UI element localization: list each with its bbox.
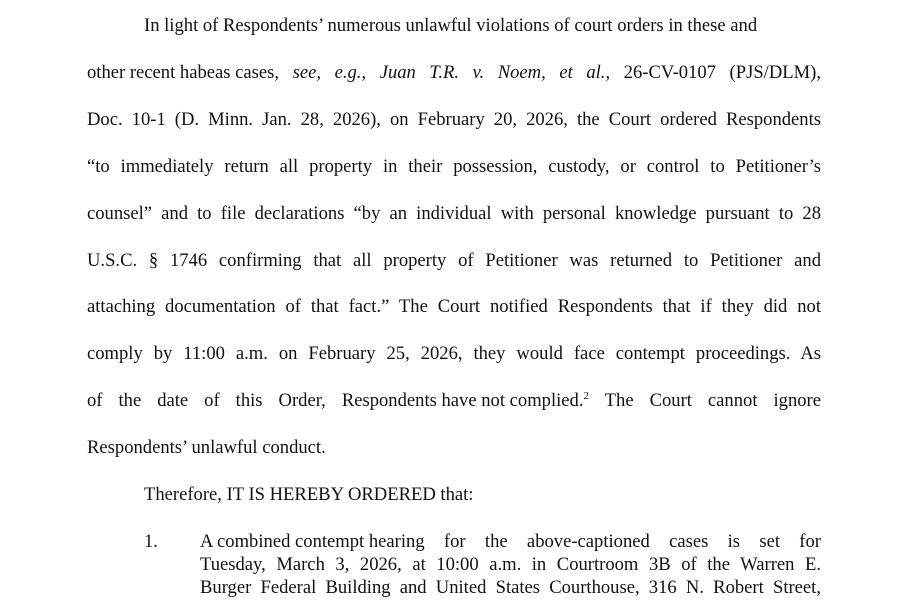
paragraph-line: “to immediately return all property in their possession, custody, or control to Petitioner’s	[87, 156, 821, 177]
order-intro: Therefore, IT IS HEREBY ORDERED that:	[144, 484, 474, 505]
footnote-marker[interactable]: 2	[583, 390, 589, 402]
paragraph-line: attaching documentation of that fact.” The Court notified Respondents that if they did not	[87, 296, 821, 317]
list-item-number: 1.	[144, 531, 158, 552]
text-segment: g for the above-captioned cases is set for	[415, 531, 821, 552]
highlighted-text: Respondents have not complie	[341, 390, 570, 411]
paragraph-line: Doc. 10-1 (D. Minn. Jan. 28, 2026), on February 20, 2026, the Court ordered Respondents	[87, 109, 821, 130]
highlighted-text: A combined contempt hearin	[200, 531, 416, 552]
text-segment: of the date of this Order,	[87, 390, 342, 411]
text-segment: ,	[274, 62, 293, 83]
paragraph-line: comply by 11:00 a.m. on February 25, 2026, they would face contempt proceedings. As	[87, 343, 821, 364]
list-item-line: Tuesday, March 3, 2026, at 10:00 a.m. in Courtroom 3B of the Warren E.	[200, 554, 821, 575]
citation-signal: see, e.g.	[292, 62, 362, 83]
text-segment: ,	[361, 62, 380, 83]
case-name: Juan T.R. v. Noem, et al.	[379, 62, 606, 83]
text-segment: , 26-CV-0107 (PJS/DLM),	[605, 62, 821, 83]
paragraph-line: counsel” and to file declarations “by an individual with personal knowledge pursuant to 28	[87, 203, 821, 224]
paragraph-line: U.S.C. § 1746 confirming that all property of Petitioner was returned to Petitioner and	[87, 250, 821, 271]
paragraph-line	[87, 389, 821, 413]
highlighted-text: In light of Respondents’ numerous unlawful violations of court orders in these and	[144, 15, 758, 36]
highlighted-text: other recent habeas cases	[87, 62, 275, 83]
list-item-line: Burger Federal Building and United States Courthouse, 316 N. Robert Street,	[200, 577, 821, 598]
list-item-line	[200, 530, 821, 554]
text-segment: The Court cannot ignore	[589, 390, 821, 411]
text-segment: d.	[569, 390, 584, 411]
paragraph-line	[144, 14, 821, 38]
paragraph-line	[87, 61, 821, 85]
paragraph-line: Respondents’ unlawful conduct.	[87, 437, 326, 458]
